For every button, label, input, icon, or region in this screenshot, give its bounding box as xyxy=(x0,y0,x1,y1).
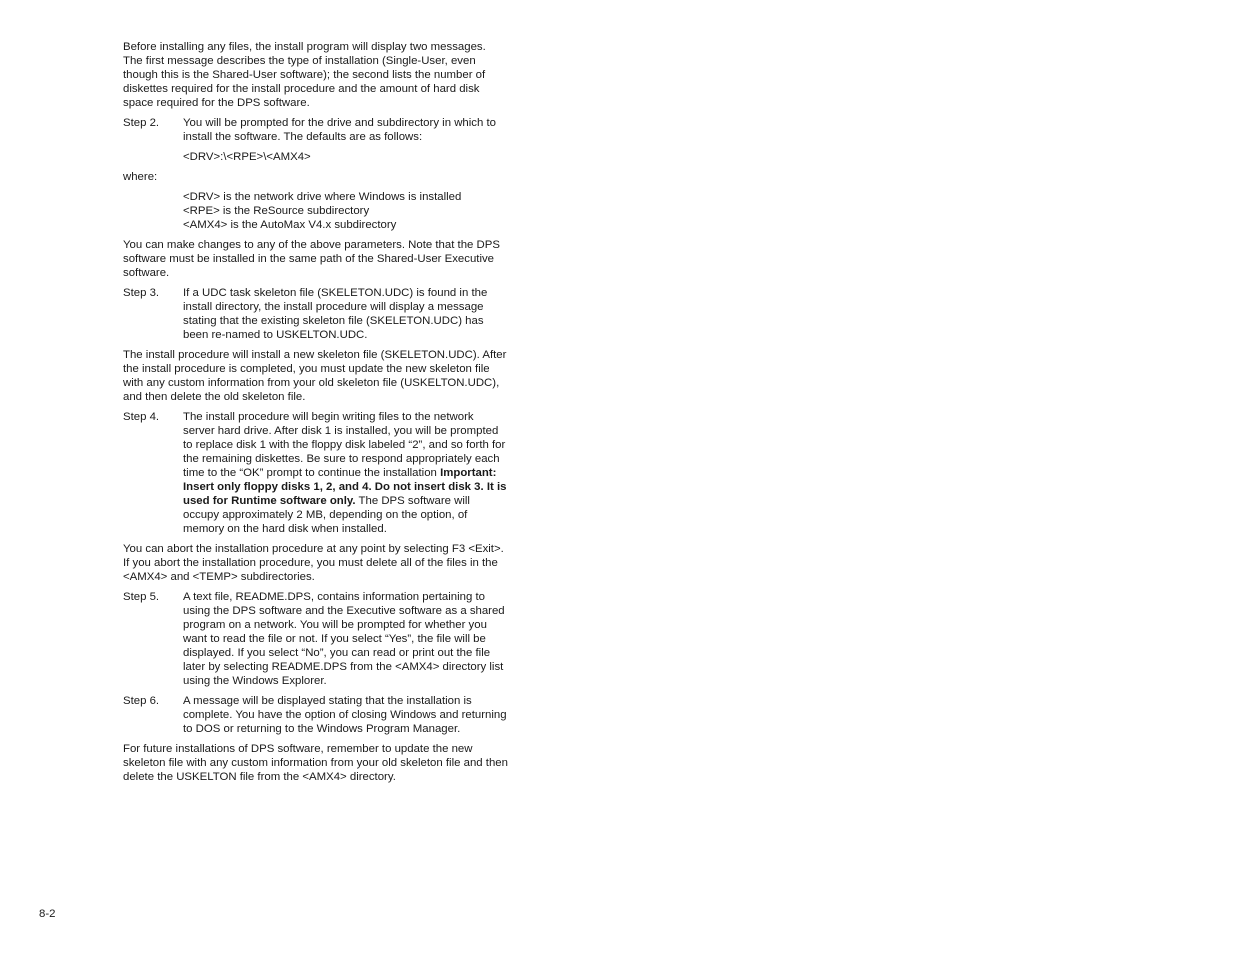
step-3-label: Step 3. xyxy=(123,287,160,299)
step-3-text: If a UDC task skeleton file (SKELETON.UDC) is found in the install directory, the install procedure will display a message stating that the existing skeleton file (SKELETON.UDC) has been re-named to USKELTON.UDC. xyxy=(183,287,488,341)
step-6-text: A message will be displayed stating that the installation is complete. You have the option of closing Windows and returning to DOS or returning to the Windows Program Manager. xyxy=(183,695,507,735)
definitions-list xyxy=(183,190,508,232)
step-4-important: Important: Insert only floppy disks 1, 2, and 4. Do not insert disk 3. It is used for Runtime software only. xyxy=(183,467,507,507)
skeleton-note: The install procedure will install a new skeleton file (SKELETON.UDC). After the install procedure is completed, you must update the new skeleton file with any custom information from your old skeleton file (USKELTON.UDC), and then delete the old skeleton file. xyxy=(123,349,507,403)
step-4-text xyxy=(183,410,508,536)
step-3 xyxy=(123,286,508,342)
future-note: For future installations of DPS software, remember to update the new skeleton file with any custom information from your old skeleton file and then delete the USKELTON file from the <AMX4> directory. xyxy=(123,743,508,783)
step-4-text-before: The install procedure will begin writing files to the network server hard drive. After disk 1 is installed, you will be prompted to replace disk 1 with the floppy disk labeled “2”, and so forth for the remaining diskettes. Be sure to respond appropriately each time to the “OK” prompt to continue the installation xyxy=(183,411,506,479)
step-5-text: A text file, README.DPS, contains information pertaining to using the DPS software and the Executive software as a shared program on a network. You will be prompted for whether you want to read the file or not. If you select “Yes”, the file will be displayed. If you select “No”, you can read or print out the file later by selecting README.DPS from the <AMX4> directory list using the Windows Explorer. xyxy=(183,591,505,687)
definition-rpe: <RPE> is the ReSource subdirectory xyxy=(183,205,370,217)
document-body xyxy=(123,40,508,790)
step-2-text: You will be prompted for the drive and subdirectory in which to install the software. The defaults are as follows: xyxy=(183,117,496,143)
definition-amx4: <AMX4> is the AutoMax V4.x subdirectory xyxy=(183,219,397,231)
step-6-label: Step 6. xyxy=(123,695,160,707)
changes-note: You can make changes to any of the above parameters. Note that the DPS software must be installed in the same path of the Shared-User Executive software. xyxy=(123,239,500,279)
step-5 xyxy=(123,590,508,688)
abort-note: You can abort the installation procedure at any point by selecting F3 <Exit>. If you abort the installation procedure, you must delete all of the files in the <AMX4> and <TEMP> subdirectories. xyxy=(123,543,504,583)
step-6 xyxy=(123,694,508,736)
step-2-label: Step 2. xyxy=(123,117,160,129)
page-number: 8-2 xyxy=(39,908,56,920)
step-4 xyxy=(123,410,508,536)
where-label: where: xyxy=(123,171,158,183)
intro-paragraph: Before installing any files, the install program will display two messages. The first message describes the type of installation (Single-User, even though this is the Shared-User software); the second lists the number of diskettes required for the install procedure and the amount of hard disk space required for the DPS software. xyxy=(123,41,486,109)
step-2 xyxy=(123,116,508,144)
definition-drv: <DRV> is the network drive where Windows is installed xyxy=(183,191,462,203)
default-path: <DRV>:\<RPE>\<AMX4> xyxy=(183,151,311,163)
step-4-text-after: The DPS software will occupy approximately 2 MB, depending on the option, of memory on the hard disk when installed. xyxy=(183,495,470,535)
step-5-label: Step 5. xyxy=(123,591,160,603)
step-4-label: Step 4. xyxy=(123,411,160,423)
